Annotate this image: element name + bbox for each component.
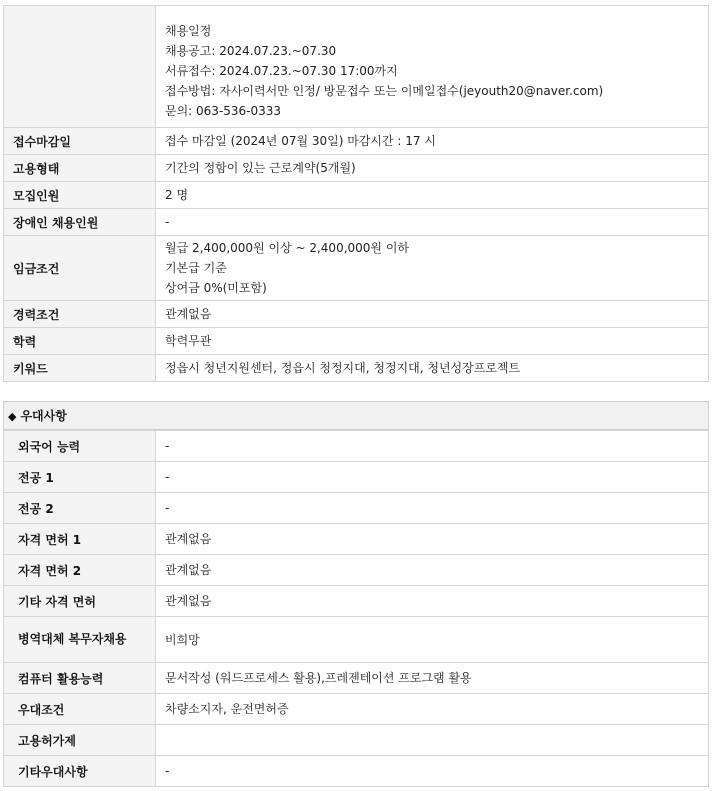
schedule-documents: 서류접수: 2024.07.23.~07.30 17:00까지 xyxy=(165,63,398,78)
major1-label: 전공 1 xyxy=(4,462,156,493)
deadline-label: 접수마감일 xyxy=(4,128,156,155)
employment-row xyxy=(4,155,709,182)
employment-permit-label: 고용허가제 xyxy=(4,725,156,756)
diamond-bullet-icon: ◆ xyxy=(8,410,17,423)
major2-value: - xyxy=(156,493,709,524)
employment-value: 기간의 정함이 있는 근로계약(5개월) xyxy=(156,155,709,182)
preference-section xyxy=(3,401,709,787)
license1-label: 자격 면허 1 xyxy=(4,524,156,555)
computer-skill-value: 문서작성 (워드프로세스 활용),프레젠테이션 프로그램 활용 xyxy=(156,663,709,694)
preference-header xyxy=(3,401,709,430)
license2-value: 관계없음 xyxy=(156,555,709,586)
job-info-table xyxy=(3,5,709,382)
preference-row xyxy=(4,756,709,787)
education-label: 학력 xyxy=(4,328,156,355)
license1-value: 관계없음 xyxy=(156,524,709,555)
employment-permit-value xyxy=(156,725,709,756)
preference-row xyxy=(4,493,709,524)
license2-label: 자격 면허 2 xyxy=(4,555,156,586)
wage-bonus: 상여금 0%(미포함) xyxy=(165,281,267,295)
disabled-row xyxy=(4,209,709,236)
employment-label: 고용형태 xyxy=(4,155,156,182)
keyword-row xyxy=(4,355,709,382)
career-row xyxy=(4,301,709,328)
preference-row xyxy=(4,524,709,555)
other-license-value: 관계없음 xyxy=(156,586,709,617)
schedule-cell xyxy=(156,6,709,128)
recruits-row xyxy=(4,182,709,209)
wage-basis: 기본급 기준 xyxy=(165,261,227,275)
schedule-contact: 문의: 063-536-0333 xyxy=(165,103,282,118)
career-label: 경력조건 xyxy=(4,301,156,328)
keyword-label: 키워드 xyxy=(4,355,156,382)
recruits-label: 모집인원 xyxy=(4,182,156,209)
schedule-row xyxy=(4,6,709,128)
preference-title: 우대사항 xyxy=(20,409,67,423)
preference-table xyxy=(3,430,709,787)
schedule-label-cell xyxy=(4,6,156,128)
preference-row xyxy=(4,586,709,617)
military-label: 병역대체 복무자채용 xyxy=(4,617,156,663)
preference-row xyxy=(4,617,709,663)
wage-cell xyxy=(156,236,709,301)
major1-value: - xyxy=(156,462,709,493)
keyword-value: 정읍시 청년지원센터, 정읍시 청정지대, 청정지대, 청년성장프로젝트 xyxy=(156,355,709,382)
wage-row xyxy=(4,236,709,301)
recruits-value: 2 명 xyxy=(156,182,709,209)
other-preference-value: - xyxy=(156,756,709,787)
preference-row xyxy=(4,725,709,756)
preference-row xyxy=(4,431,709,462)
wage-range: 월급 2,400,000원 이상 ~ 2,400,000원 이하 xyxy=(165,241,410,255)
career-value: 관계없음 xyxy=(156,301,709,328)
preference-row xyxy=(4,462,709,493)
education-row xyxy=(4,328,709,355)
other-preference-label: 기타우대사항 xyxy=(4,756,156,787)
preferred-condition-value: 차량소지자, 운전면허증 xyxy=(156,694,709,725)
disabled-value: - xyxy=(156,209,709,236)
preference-row xyxy=(4,555,709,586)
schedule-method: 접수방법: 자사이력서만 인정/ 방문접수 또는 이메일접수(jeyouth20@naver.com) xyxy=(165,83,604,98)
schedule-notice: 채용공고: 2024.07.23.~07.30 xyxy=(165,43,337,58)
preference-row xyxy=(4,694,709,725)
foreign-language-value: - xyxy=(156,431,709,462)
wage-label: 임금조건 xyxy=(4,236,156,301)
major2-label: 전공 2 xyxy=(4,493,156,524)
foreign-language-label: 외국어 능력 xyxy=(4,431,156,462)
schedule-title: 채용일정 xyxy=(165,23,212,38)
other-license-label: 기타 자격 면허 xyxy=(4,586,156,617)
deadline-value: 접수 마감일 (2024년 07월 30일) 마감시간 : 17 시 xyxy=(156,128,709,155)
computer-skill-label: 컴퓨터 활용능력 xyxy=(4,663,156,694)
education-value: 학력무관 xyxy=(156,328,709,355)
preference-row xyxy=(4,663,709,694)
military-value: 비희망 xyxy=(156,617,709,663)
deadline-row xyxy=(4,128,709,155)
disabled-label: 장애인 채용인원 xyxy=(4,209,156,236)
preferred-condition-label: 우대조건 xyxy=(4,694,156,725)
